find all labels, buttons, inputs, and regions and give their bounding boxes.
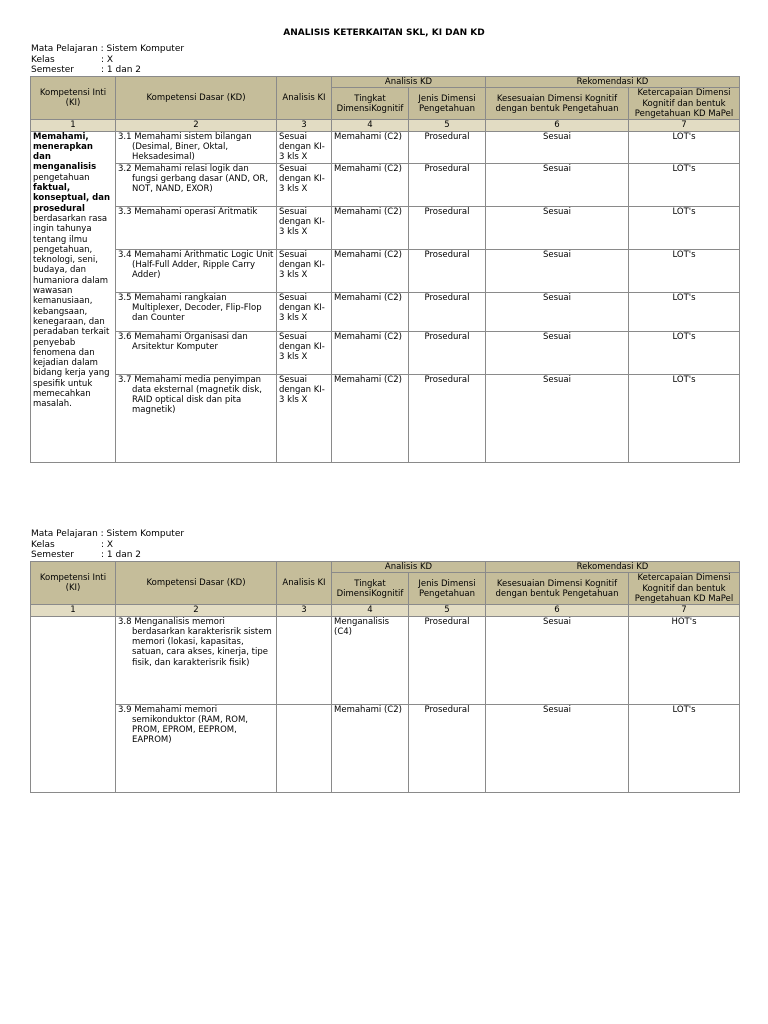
analisis-ki-cell [277,704,332,792]
analisis-ki-cell: Sesuai dengan KI-3 kls X [277,249,332,292]
kd-cell: 3.4 Memahami Arithmatic Logic Unit (Half-Full Adder, Ripple Carry Adder) [116,249,277,292]
kesesuaian-cell: Sesuai [486,616,629,704]
kesesuaian-cell: Sesuai [486,163,629,206]
header-tingkat-dimensi: Tingkat DimensiKognitif [332,88,409,120]
ki-cell-empty [31,616,116,792]
header-rekomendasi-kd: Rekomendasi KD [486,77,740,88]
kd-cell: 3.3 Memahami operasi Aritmatik [116,206,277,249]
subject-info-2 [31,529,184,561]
column-number: 5 [409,605,486,616]
column-number-row [31,605,740,616]
meta-label: Mata Pelajaran [31,529,98,539]
kd-cell: 3.8 Menganalisis memori berdasarkan karakterisrik sistem memori (lokasi, kapasitas, satuan, cara akses, kinerja, tipe fisik, dan karakterisrik fisik) [116,616,277,704]
kesesuaian-cell: Sesuai [486,206,629,249]
header-analisis-ki: Analisis KI [277,77,332,120]
column-number: 4 [332,605,409,616]
ketercapaian-cell: LOT's [629,131,740,163]
column-number: 7 [629,605,740,616]
jenis-cell: Prosedural [409,616,486,704]
kesesuaian-cell: Sesuai [486,249,629,292]
table-row [31,704,740,792]
meta-label: Semester [31,550,75,560]
column-number: 1 [31,120,116,131]
analisis-ki-cell [277,616,332,704]
meta-value: X [106,539,114,550]
ki-bold-1: Memahami, menerapkan dan menganalisis [33,131,97,173]
tingkat-cell: Menganalisis (C4) [332,616,409,704]
jenis-cell: Prosedural [409,374,486,462]
jenis-cell: Prosedural [409,131,486,163]
header-rekomendasi-kd: Rekomendasi KD [486,562,740,573]
tingkat-cell: Memahami (C2) [332,704,409,792]
meta-separator: : [101,54,107,65]
header-ki: Kompetensi Inti (KI) [31,77,116,120]
meta-value: 1 dan 2 [106,65,142,75]
meta-value: Sistem Komputer [106,529,185,539]
analisis-ki-cell: Sesuai dengan KI-3 kls X [277,374,332,462]
header-kesesuaian: Kesesuaian Dimensi Kognitif dengan bentuk Pengetahuan [486,88,629,120]
column-number: 3 [277,605,332,616]
column-number: 7 [629,120,740,131]
header-kd: Kompetensi Dasar (KD) [116,77,277,120]
analysis-table-1 [30,76,740,463]
ketercapaian-cell: LOT's [629,331,740,374]
column-number: 2 [116,605,277,616]
tingkat-cell: Memahami (C2) [332,249,409,292]
header-tingkat-dimensi: Tingkat DimensiKognitif [332,573,409,605]
document-title: ANALISIS KETERKAITAN SKL, KI DAN KD [283,28,485,38]
table-row [31,616,740,704]
meta-row-subject [31,529,184,540]
header-ki: Kompetensi Inti (KI) [31,562,116,605]
kd-cell: 3.7 Memahami media penyimpan data eksternal (magnetik disk, RAID optical disk dan pita magnetik) [116,374,277,462]
header-jenis-dimensi: Jenis Dimensi Pengetahuan [409,573,486,605]
column-number-row [31,120,740,131]
header-analisis-kd: Analisis KD [332,77,486,88]
ketercapaian-cell: LOT's [629,249,740,292]
meta-label: Kelas [31,54,55,65]
kesesuaian-cell: Sesuai [486,374,629,462]
kesesuaian-cell: Sesuai [486,331,629,374]
ketercapaian-cell: LOT's [629,292,740,331]
meta-row-subject [31,44,184,55]
meta-separator: : [97,529,107,539]
header-analisis-ki: Analisis KI [277,562,332,605]
jenis-cell: Prosedural [409,292,486,331]
table-row [31,374,740,462]
meta-separator: : [101,550,107,560]
tingkat-cell: Memahami (C2) [332,206,409,249]
meta-value: 1 dan 2 [106,550,142,560]
column-number: 2 [116,120,277,131]
analysis-table-2 [30,561,740,793]
header-analisis-kd: Analisis KD [332,562,486,573]
header-kesesuaian: Kesesuaian Dimensi Kognitif dengan bentuk Pengetahuan [486,573,629,605]
kd-cell: 3.9 Memahami memori semikonduktor (RAM, ROM, PROM, EPROM, EEPROM, EAPROM) [116,704,277,792]
kesesuaian-cell: Sesuai [486,131,629,163]
meta-row-semester [31,550,184,561]
table-row [31,206,740,249]
analisis-ki-cell: Sesuai dengan KI-3 kls X [277,292,332,331]
kd-cell: 3.2 Memahami relasi logik dan fungsi gerbang dasar (AND, OR, NOT, NAND, EXOR) [116,163,277,206]
analisis-ki-cell: Sesuai dengan KI-3 kls X [277,206,332,249]
ketercapaian-cell: LOT's [629,374,740,462]
tingkat-cell: Memahami (C2) [332,292,409,331]
ketercapaian-cell: LOT's [629,163,740,206]
meta-separator: : [101,65,107,75]
header-kd: Kompetensi Dasar (KD) [116,562,277,605]
jenis-cell: Prosedural [409,331,486,374]
tingkat-cell: Memahami (C2) [332,131,409,163]
column-number: 6 [486,120,629,131]
meta-separator: : [101,539,107,550]
analisis-ki-cell: Sesuai dengan KI-3 kls X [277,163,332,206]
subject-info [31,44,184,76]
kesesuaian-cell: Sesuai [486,704,629,792]
ki-text-2: berdasarkan rasa ingin tahunya tentang ilmu pengetahuan, teknologi, seni, budaya, dan humaniora dalam wawasan kemanusiaan, kebangsaan, kenegaraan, dan peradaban terkait penyebab fenomena dan kejadian dalam bidang kerja yang spesifik untuk memecahkan masalah. [33,213,110,410]
column-number: 4 [332,120,409,131]
meta-row-class [31,540,184,551]
jenis-cell: Prosedural [409,163,486,206]
ki-cell [31,131,116,462]
table-row [31,163,740,206]
column-number: 5 [409,120,486,131]
ki-text-1: pengetahuan [33,172,90,183]
column-number: 6 [486,605,629,616]
meta-row-semester [31,65,184,76]
meta-label: Mata Pelajaran [31,44,98,54]
table-row [31,331,740,374]
column-number: 3 [277,120,332,131]
tingkat-cell: Memahami (C2) [332,331,409,374]
kesesuaian-cell: Sesuai [486,292,629,331]
jenis-cell: Prosedural [409,249,486,292]
meta-value: X [106,54,114,65]
ketercapaian-cell: LOT's [629,206,740,249]
analisis-ki-cell: Sesuai dengan KI-3 kls X [277,331,332,374]
header-ketercapaian: Ketercapaian Dimensi Kognitif dan bentuk Pengetahuan KD MaPel [629,88,740,120]
jenis-cell: Prosedural [409,206,486,249]
kd-cell: 3.6 Memahami Organisasi dan Arsitektur Komputer [116,331,277,374]
meta-label: Semester [31,65,75,75]
ketercapaian-cell: HOT's [629,616,740,704]
table-row [31,292,740,331]
meta-label: Kelas [31,539,55,550]
table-row [31,131,740,163]
meta-row-class [31,55,184,66]
jenis-cell: Prosedural [409,704,486,792]
kd-cell: 3.5 Memahami rangkaian Multiplexer, Decoder, Flip-Flop dan Counter [116,292,277,331]
kd-cell: 3.1 Memahami sistem bilangan (Desimal, Biner, Oktal, Heksadesimal) [116,131,277,163]
meta-separator: : [97,44,107,54]
analisis-ki-cell: Sesuai dengan KI-3 kls X [277,131,332,163]
column-number: 1 [31,605,116,616]
header-ketercapaian: Ketercapaian Dimensi Kognitif dan bentuk Pengetahuan KD MaPel [629,573,740,605]
ki-bold-2: faktual, konseptual, dan prosedural [33,183,111,214]
tingkat-cell: Memahami (C2) [332,163,409,206]
ketercapaian-cell: LOT's [629,704,740,792]
meta-value: Sistem Komputer [106,44,185,54]
header-jenis-dimensi: Jenis Dimensi Pengetahuan [409,88,486,120]
tingkat-cell: Memahami (C2) [332,374,409,462]
table-row [31,249,740,292]
